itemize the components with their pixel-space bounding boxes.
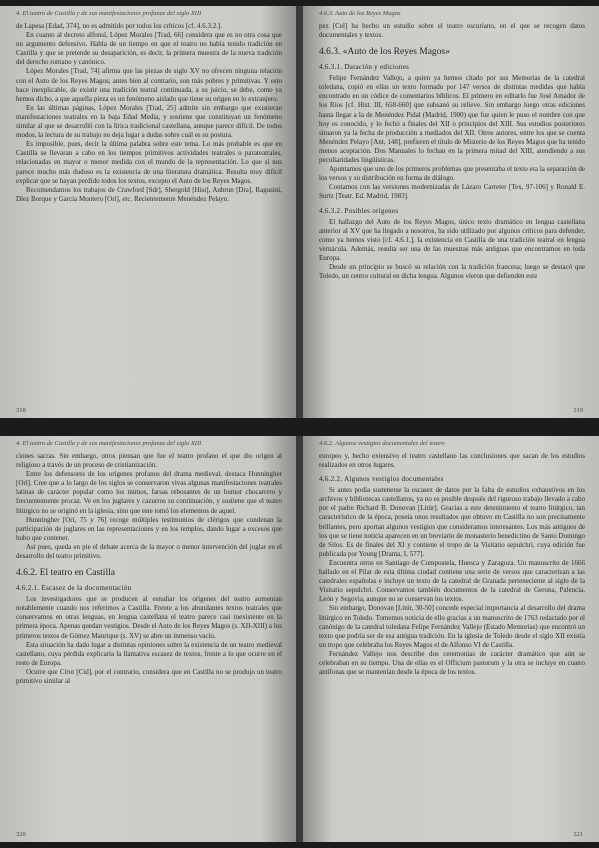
paragraph: Felipe Fernández Vallejo, a quien ya hemos citado por sus Memorias de la catedral toledana, copió en ellas un texto formado por 147 versos de distintas medidas que había encontrado en un códice de comentarios bíblicos. El primero en editarlo fue José Amador de los Ríos [cf. Hist. III, 658-660] que subsanó su relieve. Sin embargo luego otras ediciones hasta llegar a la de Menéndez Pidal (Madrid, 1900) que fue quien le puso el nombre con que hoy es conocido, y lo fechó a finales del XII o principios del XIII. Sus estudios posteriores situaron ya la fecha de producción a mediados del XII. Otros autores, entre los que se cuenta Menéndez Pelayo [Ant, 148], prefieren el título de Misterio de los Reyes Magos que ha tenido menos aceptación. Dos Manuales lo fechan en la primera mitad del XIII, atendiendo a sus peculiaridades lingüísticas. [319, 74, 585, 165]
page-318 [0, 6, 296, 418]
page-body [319, 22, 585, 281]
page-number: 321 [573, 831, 583, 838]
paragraph: Recomendamos los trabajos de Crawford [Sdr], Shergold [Hist], Aubrun [Dra], Ragusini, Díez Borque y García Montero [Orí], etc. Recientemente Menéndez Pelayo. [16, 185, 282, 203]
running-head: 4.6.3. Auto de los Reyes Magos [319, 10, 401, 17]
paragraph: Así pues, queda en pie el debate acerca de la mayor o menor intervención del juglar en el desarrollo del teatro primitivo. [16, 542, 282, 561]
running-head: 4. El teatro de Castilla y de sus manifestaciones profanas del siglo XIII [16, 10, 202, 17]
paragraph: En cuanto al decreto alfonsí, López Morales [Trad, 66] considera que es no otra cosa que un argumento defensivo. Habla de un tiempo en que el teatro no había tenido tradición en Castilla y que se pretende su desaparición, es decir, la primera muestra de la nueva tradición del derecho romano y canónico. [16, 31, 282, 67]
page-number: 320 [16, 831, 26, 838]
paragraph: Los investigadores que se producen al estudiar los orígenes del teatro aumentan notablemente cuando nos referimos a Castilla. Frente a los abundantes textos teatrales que conservamos en otras lenguas, en lengua castellana el teatro parece casi inexistente en la primera época. Apenas quedan vestigios. Desde el Auto de los Reyes Magos (s. XII-XIII) a los primeros textos de Gómez Manrique (s. XV) se abre un inmenso vacío. [16, 595, 282, 640]
paragraph: pez [Cel] ha hecho un estudio sobre el teatro escuriano, en el que se recogen datos documentales y textos. [319, 22, 585, 40]
paragraph: Sin embargo, Donovan [Litúr, 30-50] concede especial importancia al desarrollo del drama litúrgico en Toledo. Tomemos noticia de ello gracias a un manuscrito de 1763 redactado por el canónigo de la catedral toledana Felipe Fernández Vallejo (Estado Memorias) que encontró un texto que podría ser de esa antigua tradición. En la iglesia de Toledo desde el siglo XII existía un tropo que celebraba los Reyes Magos el de Alfonso VI de Castilla. [319, 604, 585, 649]
page-number: 318 [16, 407, 26, 414]
book-gutter [296, 6, 303, 418]
paragraph: Apuntamos que uno de los primeros problemas que presentaba el texto era la separación de los versos y su distribución en forma de diálogo. [319, 165, 585, 183]
running-head: 4. El teatro de Castilla y de sus manifestaciones profanas del siglo XIII [16, 440, 202, 447]
paragraph: López Morales [Trad, 74] afirma que las piezas de siglo XV no ofrecen ninguna relación con el Auto de los Reyes Magos; antes bien al contrario, son más pobres y primitivas. Y esto hace inexplicable, de existir una tradición teatral continuada, a su juicio, se debe, como ya hemos dicho, a que aquella pieza es un fenómeno aislado que tiene su origen en lo extranjero. [16, 67, 282, 103]
paragraph: En las últimas páginas, López Morales [Trad, 25] admite sin embargo que existieran manifestaciones teatrales en la baja Edad Media, y sostiene que constituyan un fenómeno similar al que se desarrolló con la lírica tradicional castellana, aunque parece difícil. De todos modos, la lectura de su trabajo no deja lugar a dudas sobre cuál es su postura. [16, 103, 282, 140]
paragraph: Fernández Vallejo nos describe dos ceremonias de carácter dramático que aún se celebraban en su tiempo. Una de ellas es el Officium pastorum y la otra se incluye en cuatro antífonas que se mantenían desde la época de los textos. [319, 649, 585, 677]
subsection-title: 4.6.3.1. Datación y ediciones [319, 63, 410, 72]
section-title: 4.6.3. «Auto de los Reyes Magos» [319, 47, 450, 58]
top-spread [0, 6, 599, 418]
subsection-title: 4.6.2.2. Algunos vestigios documentales [319, 475, 444, 484]
paragraph: ciones sacras. Sin embargo, otros piensan que fue el teatro profano el que dio origen al religioso a través de un proceso de cristianización. [16, 452, 282, 470]
paragraph: Desde un principio se buscó su relación con la tradición francesa; luego se destacó que Toledo, un centro cultural en dicha lengua. Algunos vieron que defienden este [319, 262, 585, 281]
paragraph: Es imposible, pues, decir la última palabra sobre este tema. Lo más probable es que en Castilla se llevaran a cabo en los tiempos primitivos actividades teatrales o parateatrales, relacionadas en mayor o menor medida con el mundo de la representación. Lo que sí nos parece mucho más dudoso es la existencia de una literatura dramática. Resulta muy difícil explicar que se hayan perdido todos los textos, excepto el Auto de los Reyes Magos. [16, 140, 282, 185]
paragraph: de Lapesa [Edad, 374], no es admitido por todos los críticos [cf. 4.6.3.2.]. [16, 22, 223, 30]
page-320 [0, 436, 296, 842]
paragraph: El hallazgo del Auto de los Reyes Magos, único texto dramático en lengua castellana anterior al XV que ha llegado a nosotros, ha sido utilizado por algunos críticos para defender, como ya hemos visto [cf. 4.6.1.], la existencia en Castilla de una tradición teatral en lengua vernácula. Además, resulta ser una de las muestras más antiguas que encontramos en toda Europa. [319, 217, 585, 262]
page-body [319, 452, 585, 677]
paragraph: Encuentra otros en Santiago de Compostela, Huesca y Zaragoza. Un manuscrito de 1666 hallado en el Pilar de esta última ciudad contiene una serie de versos que caracterizan a las catedrales españolas e incluye un texto de la catedral de Granada perteneciente al siglo de la Visitatio sepulchri. Conservamos también documentos de la catedral de Gerona, Palencia, León y Segovia, aunque no se conservan los textos. [319, 558, 585, 604]
subsection-title: 4.6.2.1. Escasez de la documentación [16, 584, 132, 593]
paragraph: Ocurre que Cirot [Cid], por el contrario, considera que en Castilla no se produjo un teatro primitivo similar al [16, 667, 282, 685]
paragraph: Si antes podía sostenerse la escasez de datos por la falta de estudios exhaustivos en los archivos y bibliotecas castellanos, ya no es posible después del riguroso trabajo llevado a cabo por el padre Richard B. Donovan [Litúr]. Gracias a este detenimiento el teatro litúrgico, tan característico de la época, poseía unos resultados que obtuvo en Castilla no son precisamente brillantes, pero aportan algunos vestigios que consideramos interesantes. Los más antiguos de los que se tiene noticia aparecen en un breviario de monasterio benedictino de Santo Domingo de Silos. Es de finales del XI y contiene el tropo de la Visitatio sepulchri, cuya edición fue publicada por Young [Drama, I, 577]. [319, 486, 585, 558]
running-head: 4.6.2. Algunos vestigios documentales del teatro [319, 440, 445, 447]
paragraph: Entre los defensores de los orígenes profanos del drama medieval, destaca Hunningher [Orí]. Cree que a lo largo de los siglos se conservaron vivas algunas manifestaciones teatrales latinas de carácter popular como los mimos, farsas rebosantes de un humor chocarrero y frecuentemente procaz. Ve en los juglares y cazurros su continuación, y sostiene que el teatro litúrgico no se originó en la iglesia, sino que este tomó los elementos de aquel. [16, 470, 282, 515]
page-body [16, 452, 282, 686]
page-321 [303, 436, 599, 842]
page-number: 319 [573, 407, 583, 414]
paragraph: Contamos con las versiones modernizadas de Lázaro Carreter [Tex, 97-106] y Ronald E. Surtz [Teatr. Ed. Madrid, 1983]. [319, 183, 585, 201]
bottom-spread [0, 436, 599, 842]
page-body [16, 22, 282, 204]
page-319 [303, 6, 599, 418]
subsection-title: 4.6.3.2. Posibles orígenes [319, 206, 399, 215]
paragraph: europeo y, hecho extensivo el teatro castellano las conclusiones que sacan de los estudios realizados en otros lugares. [319, 452, 585, 470]
paragraph: Esta situación ha dado lugar a distintas opiniones sobre la existencia de un teatro medieval castellano, cuya pérdida explicaría la llamativa escasez de textos, frente a lo que ocurre en el resto de Europa. [16, 640, 282, 667]
paragraph: Hunningher [Orí, 75 y 76] recoge múltiples testimonios de clérigos que condenan la participación de juglares en las representaciones y en los templos, dando lugar a excesos que hubo que contener. [16, 515, 282, 542]
book-gutter [296, 436, 303, 842]
section-title: 4.6.2. El teatro en Castilla [16, 568, 115, 579]
